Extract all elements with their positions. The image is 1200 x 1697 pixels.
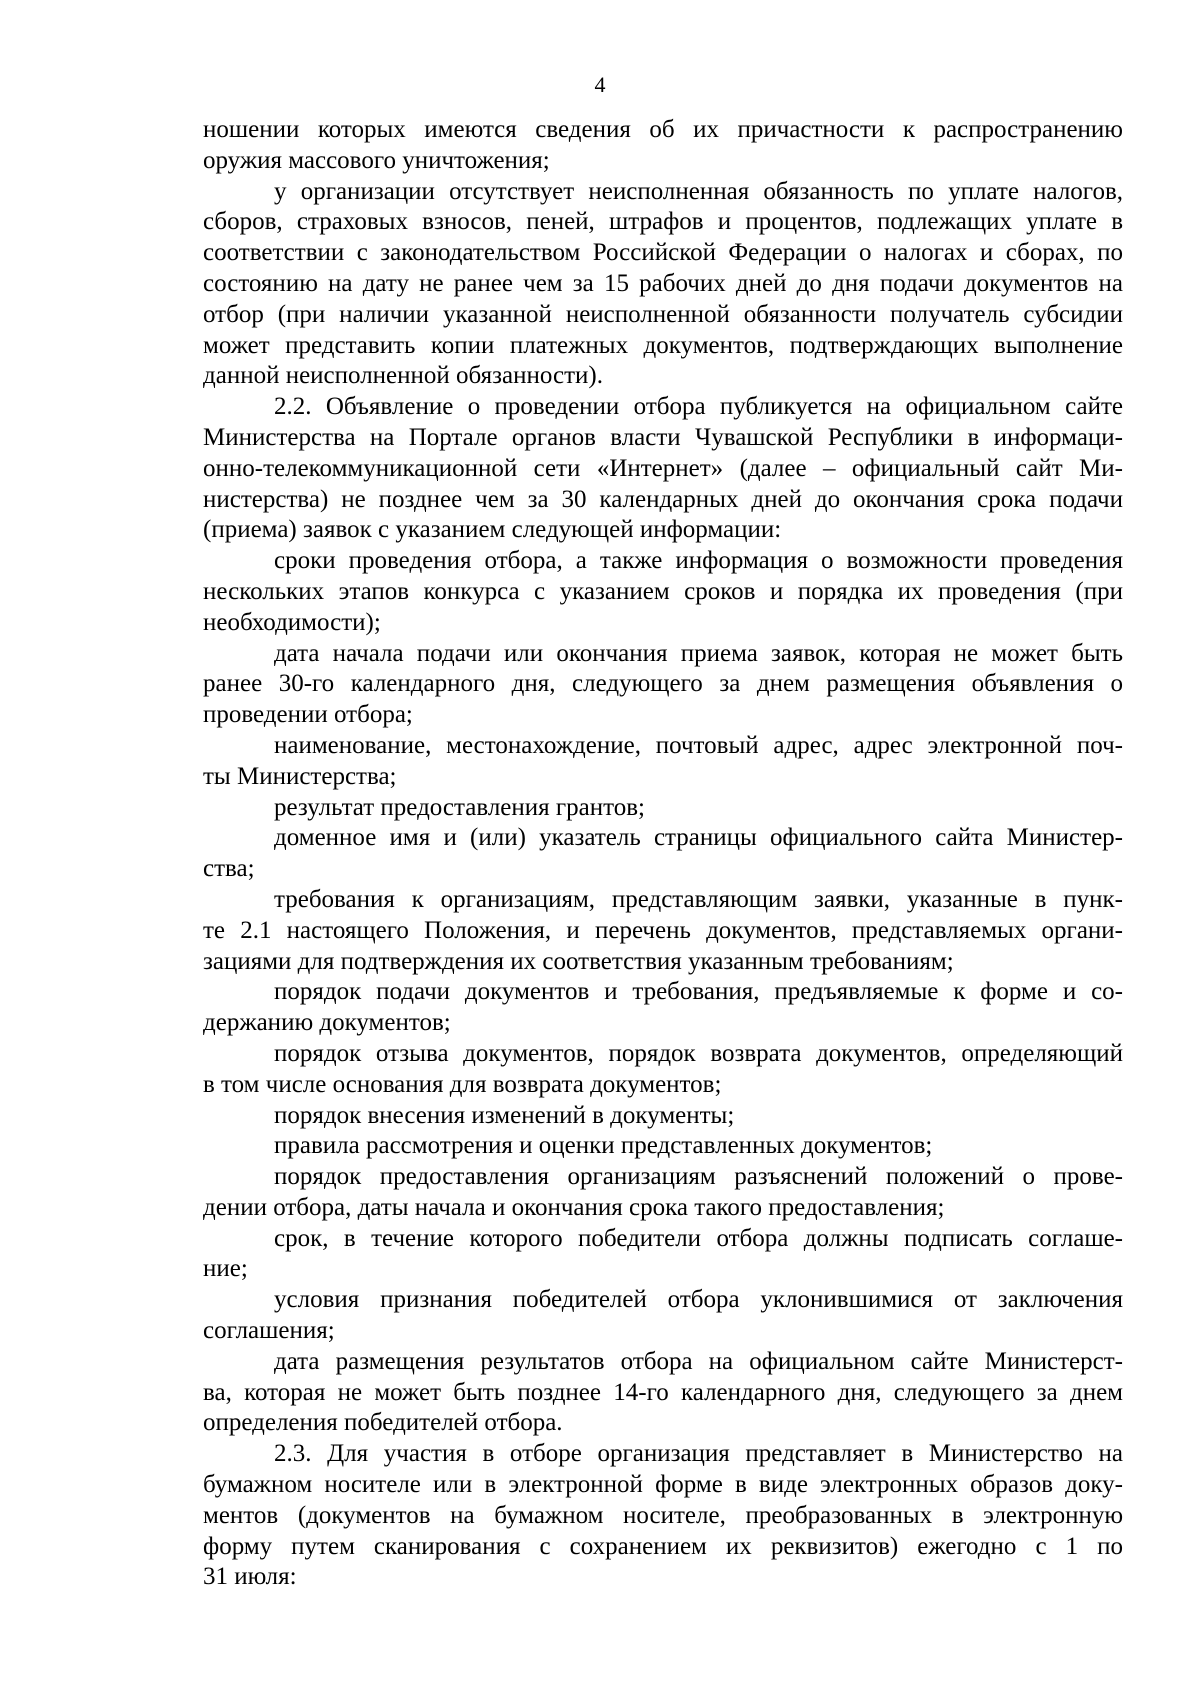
text-line: соответствии с законодательством Российской Федерации о налогах и сборах, по — [203, 239, 1123, 267]
text-line: 31 июля: — [203, 1563, 297, 1591]
text-line: может представить копии платежных документов, подтверждающих выполнение — [203, 331, 1123, 359]
text-line: у организации отсутствует неисполненная обязанность по уплате налогов, — [274, 177, 1123, 205]
text-line: зациями для подтверждения их соответствия указанным требованиям; — [203, 947, 954, 975]
text-line: данной неисполненной обязанности). — [203, 362, 603, 390]
text-line: держанию документов; — [203, 1009, 451, 1037]
page-number: 4 — [594, 72, 606, 97]
text-line: сроки проведения отбора, а также информация о возможности проведения — [274, 547, 1123, 575]
text-line: порядок внесения изменений в документы; — [274, 1101, 735, 1129]
text-line: наименование, местонахождение, почтовый адрес, адрес электронной поч- — [274, 731, 1123, 759]
text-line: порядок отзыва документов, порядок возврата документов, определяющий — [274, 1039, 1123, 1067]
text-line: требования к организациям, представляющим заявки, указанные в пунк- — [274, 885, 1123, 913]
text-line: необходимости); — [203, 608, 381, 636]
text-line: соглашения; — [203, 1317, 335, 1345]
text-line: дата размещения результатов отбора на официальном сайте Министерст- — [274, 1347, 1123, 1375]
text-line: отбор (при наличии указанной неисполненной обязанности получатель субсидии — [203, 300, 1123, 328]
text-line: бумажном носителе или в электронной форме в виде электронных образов доку- — [203, 1471, 1123, 1499]
text-line: состоянию на дату не ранее чем за 15 рабочих дней до дня подачи документов на — [203, 269, 1123, 297]
text-line: порядок предоставления организациям разъяснений положений о прове- — [274, 1163, 1123, 1191]
text-line: ства; — [203, 855, 255, 883]
text-line: дата начала подачи или окончания приема заявок, которая не может быть — [274, 639, 1123, 667]
text-line: дении отбора, даты начала и окончания срока такого предоставления; — [203, 1193, 945, 1221]
text-line: ментов (документов на бумажном носителе, преобразованных в электронную — [203, 1501, 1123, 1529]
text-line: ва, которая не может быть позднее 14-го календарного дня, следующего за днем — [203, 1378, 1123, 1406]
text-line: правила рассмотрения и оценки представленных документов; — [274, 1132, 933, 1160]
text-line: определения победителей отбора. — [203, 1409, 563, 1437]
text-line: порядок подачи документов и требования, предъявляемые к форме и со- — [274, 978, 1123, 1006]
text-line: те 2.1 настоящего Положения, и перечень документов, представляемых органи- — [203, 916, 1123, 944]
text-line: условия признания победителей отбора уклонившимися от заключения — [274, 1286, 1123, 1314]
text-line: 2.2. Объявление о проведении отбора публикуется на официальном сайте — [274, 393, 1123, 421]
body-text — [203, 115, 1123, 1593]
text-line: оружия массового уничтожения; — [203, 146, 550, 174]
text-line: онно-телекоммуникационной сети «Интернет» (далее – официальный сайт Ми- — [203, 454, 1123, 482]
text-line: Министерства на Портале органов власти Чувашской Республики в информаци- — [203, 423, 1123, 451]
text-line: срок, в течение которого победители отбора должны подписать соглаше- — [274, 1224, 1123, 1252]
text-line: проведении отбора; — [203, 701, 413, 729]
text-line: сборов, страховых взносов, пеней, штрафов и процентов, подлежащих уплате в — [203, 208, 1123, 236]
text-line: ранее 30-го календарного дня, следующего за днем размещения объявления о — [203, 670, 1123, 698]
text-line: доменное имя и (или) указатель страницы официального сайта Министер- — [274, 824, 1123, 852]
text-line: (приема) заявок с указанием следующей информации: — [203, 516, 782, 544]
text-line: результат предоставления грантов; — [274, 793, 645, 821]
text-line: форму путем сканирования с сохранением их реквизитов) ежегодно с 1 по — [203, 1532, 1123, 1560]
text-line: ты Министерства; — [203, 762, 397, 790]
text-line: в том числе основания для возврата документов; — [203, 1070, 722, 1098]
text-line: нескольких этапов конкурса с указанием сроков и порядка их проведения (при — [203, 577, 1123, 605]
text-line: нистерства) не позднее чем за 30 календарных дней до окончания срока подачи — [203, 485, 1123, 513]
text-line: ношении которых имеются сведения об их причастности к распространению — [203, 116, 1123, 143]
text-line: 2.3. Для участия в отборе организация представляет в Министерство на — [274, 1440, 1123, 1468]
text-line: ние; — [203, 1255, 248, 1283]
